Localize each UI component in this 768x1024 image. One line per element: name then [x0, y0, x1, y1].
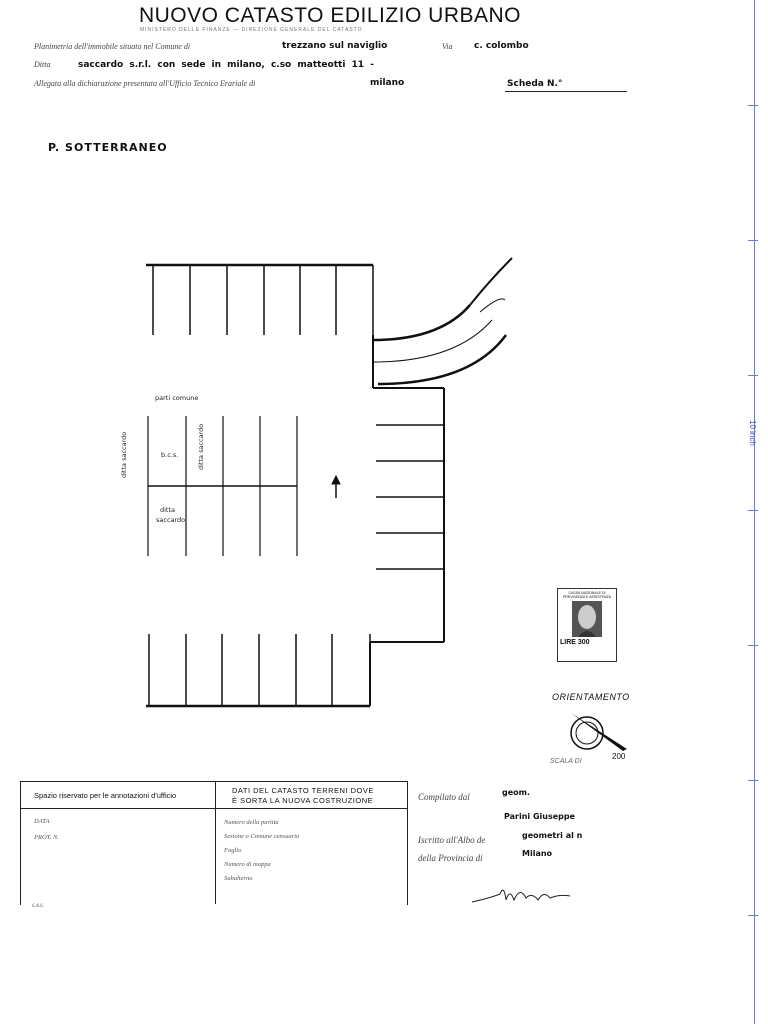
margin-tick — [748, 780, 758, 781]
margin-tick — [748, 915, 758, 916]
office-row-data: DATA — [34, 818, 50, 825]
compilato-label: Compilato dal — [418, 792, 470, 802]
via-label: Via — [442, 42, 453, 51]
note-bcs: b.c.s. — [161, 451, 179, 459]
catasto-row-partita: Numero della partita — [224, 819, 279, 826]
margin-label: 10 inch — [748, 420, 757, 446]
via-value: c. colombo — [474, 41, 529, 51]
margin-tick — [748, 375, 758, 376]
office-left-header: Spazio riservato per le annotazioni d'ufficio — [34, 791, 177, 800]
note-ditta-3: ditta — [160, 506, 176, 514]
ufficio-value: milano — [370, 78, 405, 88]
scale-value: 200 — [612, 752, 626, 761]
office-footer: 6.A.S. — [32, 904, 44, 909]
floor-label: P. SOTTERRANEO — [48, 141, 168, 154]
floor-plan — [0, 240, 540, 710]
catasto-row-subalterno: Subalterno — [224, 875, 253, 882]
note-parti-comune: parti comune — [155, 394, 199, 402]
office-row-prot: PROT. N. — [34, 834, 59, 841]
note-ditta-1: ditta saccardo — [120, 431, 128, 478]
allegata-label: Allegata alla dichiarazione presentata all'Ufficio Tecnico Erariale di — [34, 79, 256, 88]
stamp-top-text: CASSA NAZIONALE DI PREVIDENZA E ASSISTENZA — [562, 591, 612, 599]
office-right-header-1: DATI DEL CATASTO TERRENI DOVE — [232, 786, 374, 795]
document-title: NUOVO CATASTO EDILIZIO URBANO — [138, 4, 522, 27]
compiler-name: Parini Giuseppe — [504, 812, 576, 821]
provincia-value: Milano — [522, 849, 553, 858]
albo-value: geometri al n — [522, 831, 583, 840]
scheda-underline — [505, 91, 627, 92]
margin-tick — [748, 645, 758, 646]
location-label: Planimetria dell'immobile situato nel Comune di — [34, 42, 191, 51]
albo-label: Iscritto all'Albo de — [418, 835, 486, 845]
document-subtitle: MINISTERO DELLE FINANZE — DIREZIONE GENERALE DEL CATASTO — [140, 27, 363, 33]
margin-line — [754, 0, 755, 1024]
catasto-row-mappa: Numero di mappa — [224, 861, 271, 868]
orientation-label: ORIENTAMENTO — [552, 692, 630, 702]
compiler-title: geom. — [502, 788, 531, 797]
comune-value: trezzano sul naviglio — [282, 41, 388, 51]
office-right-header-2: È SORTA LA NUOVA COSTRUZIONE — [232, 796, 374, 805]
ditta-value: saccardo s.r.l. con sede in milano, c.so matteotti 11 - — [78, 60, 374, 70]
margin-tick — [748, 510, 758, 511]
office-box-divider — [215, 781, 216, 904]
scheda-label: Scheda N.° — [507, 79, 563, 89]
scale-label: SCALA DI — [550, 758, 582, 765]
margin-tick — [748, 240, 758, 241]
office-box-header-line — [20, 808, 407, 809]
revenue-stamp — [557, 588, 617, 662]
stamp-value: LIRE 300 — [560, 639, 590, 646]
provincia-label: della Provincia di — [418, 853, 483, 863]
stamp-portrait-icon — [558, 599, 616, 639]
margin-tick — [748, 105, 758, 106]
note-ditta-2: ditta saccardo — [197, 423, 205, 470]
catasto-row-sezione: Sezione o Comune censuario — [224, 833, 300, 840]
catasto-row-foglio: Foglio — [224, 847, 242, 854]
note-ditta-3b: saccardo — [156, 516, 186, 524]
signature-icon — [470, 880, 580, 915]
ditta-label: Ditta — [34, 60, 51, 69]
